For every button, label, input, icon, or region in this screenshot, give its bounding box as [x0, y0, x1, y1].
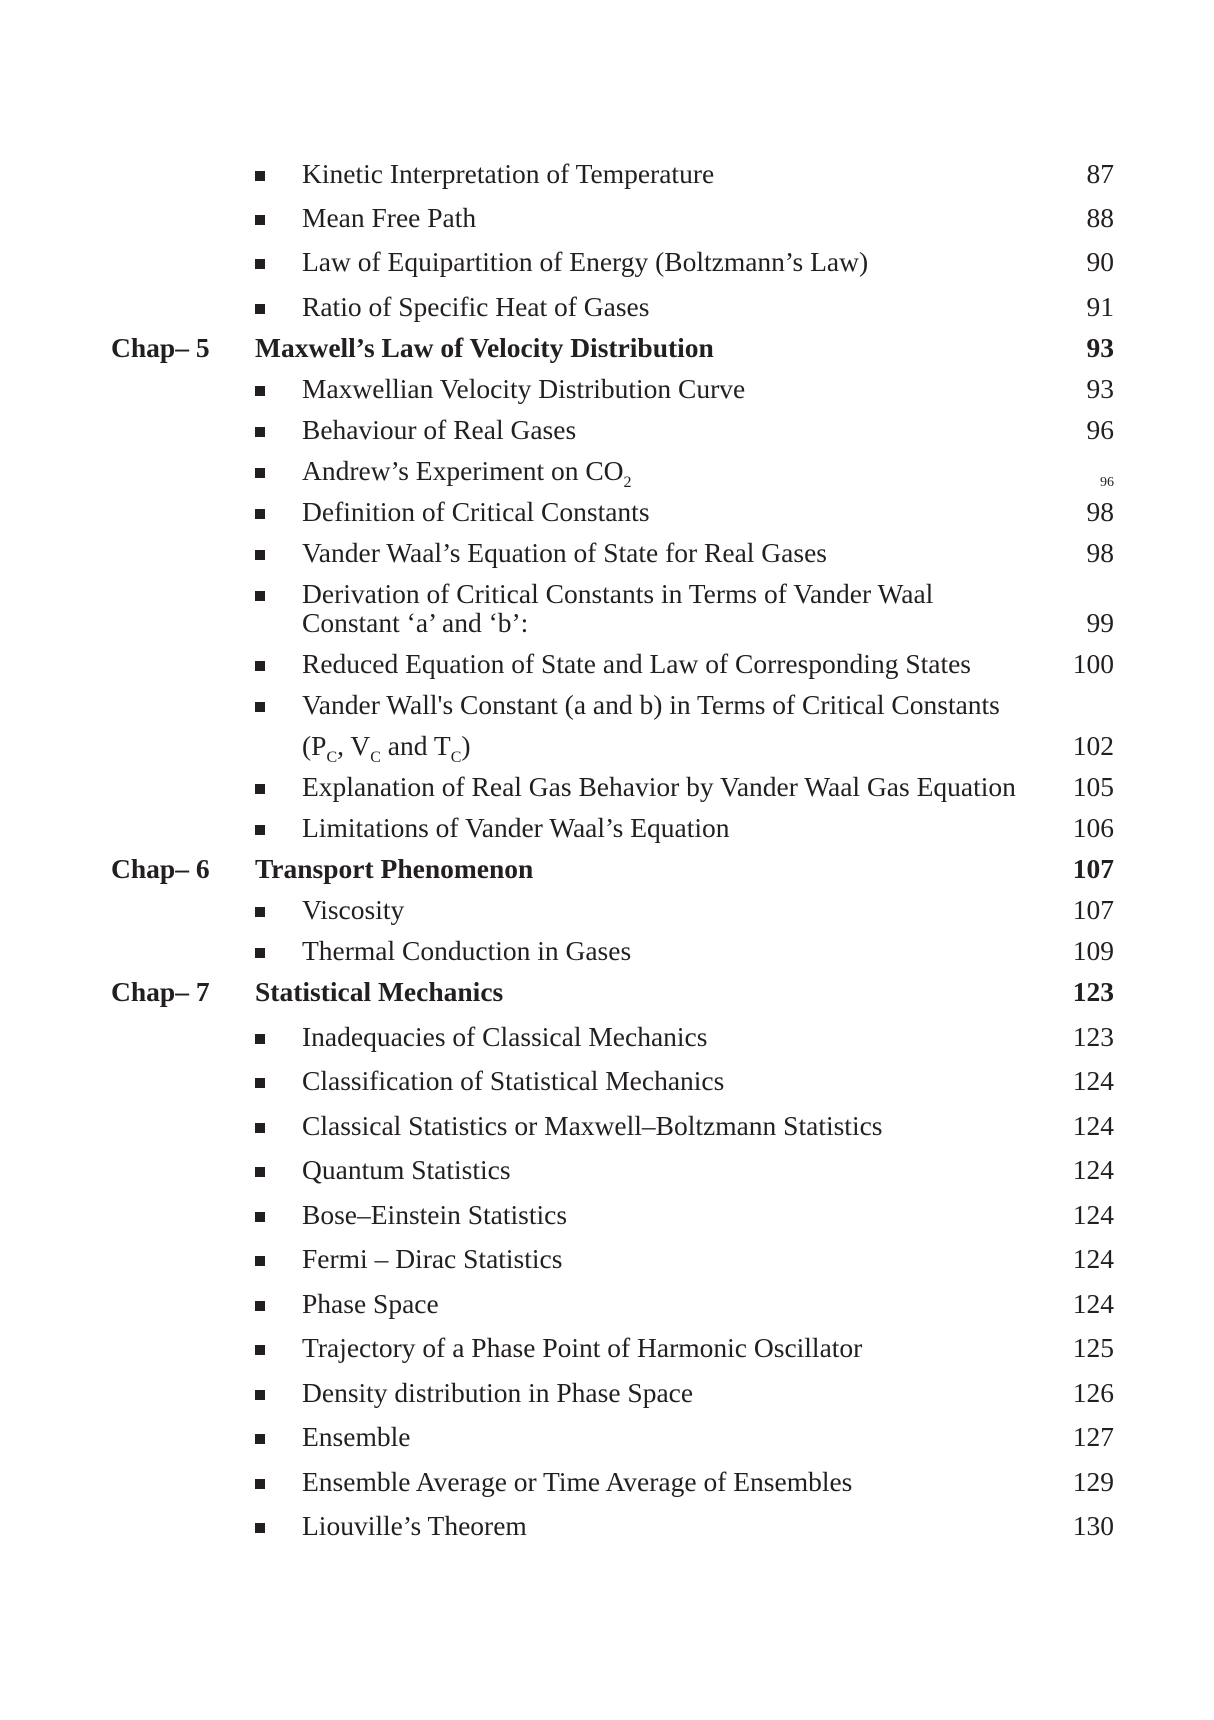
toc-item-title-line2 — [302, 730, 471, 766]
formula-part: and T — [380, 730, 451, 761]
toc-page-number: 98 — [1086, 496, 1114, 527]
toc-item-title: Explanation of Real Gas Behavior by Vander Waal Gas Equation — [302, 771, 1016, 802]
square-bullet-icon — [255, 948, 265, 958]
square-bullet-icon — [255, 702, 265, 712]
subscript: C — [450, 749, 462, 766]
square-bullet-icon — [255, 1301, 265, 1311]
toc-item-title: Classical Statistics or Maxwell–Boltzmann Statistics — [302, 1110, 883, 1141]
toc-item-title: Thermal Conduction in Gases — [302, 935, 632, 966]
toc-item-title: Fermi – Dirac Statistics — [302, 1243, 563, 1274]
toc-page-number: 124 — [1072, 1199, 1114, 1230]
toc-item-title: Classification of Statistical Mechanics — [302, 1065, 725, 1096]
toc-page-number: 124 — [1072, 1243, 1114, 1274]
toc-item-title: Limitations of Vander Waal’s Equation — [302, 812, 730, 843]
square-bullet-icon — [255, 1167, 265, 1177]
toc-item-title: Behaviour of Real Gases — [302, 414, 577, 445]
toc-item-title: Derivation of Critical Constants in Terms of Vander Waal — [302, 578, 934, 609]
square-bullet-icon — [255, 386, 265, 396]
square-bullet-icon — [255, 259, 265, 269]
toc-page-number: 124 — [1072, 1065, 1114, 1096]
chapter-page-number: 93 — [1086, 332, 1114, 363]
toc-page-number: 96 — [1100, 475, 1114, 490]
square-bullet-icon — [255, 1123, 265, 1133]
toc-item-title: Phase Space — [302, 1288, 439, 1319]
toc-page-number: 124 — [1072, 1288, 1114, 1319]
square-bullet-icon — [255, 215, 265, 225]
subscript: C — [326, 749, 338, 766]
square-bullet-icon — [255, 1434, 265, 1444]
toc-item-title: Reduced Equation of State and Law of Corresponding States — [302, 648, 972, 679]
toc-page-number: 105 — [1072, 771, 1114, 802]
toc-page-number: 100 — [1072, 648, 1114, 679]
toc-item-title: Viscosity — [302, 894, 405, 925]
toc-page-number: 88 — [1086, 202, 1114, 233]
toc-page-number: 109 — [1072, 935, 1114, 966]
toc-page-number: 99 — [1086, 607, 1114, 638]
toc-item-title — [302, 455, 632, 491]
toc-item-title-line2: Constant ‘a’ and ‘b’: — [302, 607, 529, 638]
toc-page-number: 127 — [1072, 1421, 1114, 1452]
toc-item-title: Vander Waal’s Equation of State for Real Gases — [302, 537, 827, 568]
toc-page-number: 125 — [1072, 1332, 1114, 1363]
toc-page-number: 124 — [1072, 1154, 1114, 1185]
square-bullet-icon — [255, 661, 265, 671]
toc-page-number: 130 — [1072, 1510, 1114, 1541]
toc-page-number: 93 — [1086, 373, 1114, 404]
chapter-title: Statistical Mechanics — [255, 976, 504, 1007]
square-bullet-icon — [255, 1345, 265, 1355]
formula-part: (P — [302, 730, 327, 761]
square-bullet-icon — [255, 304, 265, 314]
square-bullet-icon — [255, 1212, 265, 1222]
toc-page-number: 98 — [1086, 537, 1114, 568]
chapter-label: Chap– 5 — [111, 332, 210, 363]
toc-item-title: Liouville’s Theorem — [302, 1510, 527, 1541]
toc-item-title: Ensemble Average or Time Average of Ensembles — [302, 1466, 853, 1497]
subscript: C — [370, 749, 381, 766]
square-bullet-icon — [255, 550, 265, 560]
toc-item-title: Trajectory of a Phase Point of Harmonic Oscillator — [302, 1332, 863, 1363]
square-bullet-icon — [255, 1390, 265, 1400]
toc-page-number: 91 — [1086, 291, 1114, 322]
toc-item-title: Maxwellian Velocity Distribution Curve — [302, 373, 746, 404]
square-bullet-icon — [255, 1256, 265, 1266]
formula-part: ) — [461, 730, 471, 761]
toc-page-number: 87 — [1086, 158, 1114, 189]
toc-page-number: 126 — [1072, 1377, 1114, 1408]
square-bullet-icon — [255, 427, 265, 437]
square-bullet-icon — [255, 468, 265, 478]
formula-part: , V — [337, 730, 371, 761]
chapter-page-number: 107 — [1072, 853, 1114, 884]
subscript: 2 — [623, 474, 632, 491]
chapter-label: Chap– 6 — [111, 853, 210, 884]
toc-page-number: 106 — [1072, 812, 1114, 843]
toc-item-title: Density distribution in Phase Space — [302, 1377, 694, 1408]
toc-item-title: Inadequacies of Classical Mechanics — [302, 1021, 708, 1052]
square-bullet-icon — [255, 509, 265, 519]
toc-page-number: 129 — [1072, 1466, 1114, 1497]
square-bullet-icon — [255, 1523, 265, 1533]
toc-page-number: 96 — [1086, 414, 1114, 445]
square-bullet-icon — [255, 591, 265, 601]
square-bullet-icon — [255, 784, 265, 794]
chapter-label: Chap– 7 — [111, 976, 210, 1007]
toc-page-number: 123 — [1072, 1021, 1114, 1052]
toc-page-number: 90 — [1086, 246, 1114, 277]
square-bullet-icon — [255, 171, 265, 181]
toc-item-title-main: Andrew’s Experiment on CO — [302, 455, 624, 486]
toc-item-title: Definition of Critical Constants — [302, 496, 650, 527]
square-bullet-icon — [255, 1479, 265, 1489]
toc-page-number: 124 — [1072, 1110, 1114, 1141]
toc-item-title: Ensemble — [302, 1421, 411, 1452]
toc-item-title: Vander Wall's Constant (a and b) in Terms of Critical Constants — [302, 689, 1000, 720]
chapter-title: Transport Phenomenon — [255, 853, 534, 884]
chapter-title: Maxwell’s Law of Velocity Distribution — [255, 332, 714, 363]
square-bullet-icon — [255, 907, 265, 917]
toc-page-number: 102 — [1072, 730, 1114, 761]
toc-item-title: Bose–Einstein Statistics — [302, 1199, 568, 1230]
square-bullet-icon — [255, 1078, 265, 1088]
toc-item-title: Mean Free Path — [302, 202, 477, 233]
square-bullet-icon — [255, 825, 265, 835]
toc-item-title: Law of Equipartition of Energy (Boltzmann’s Law) — [302, 246, 869, 277]
toc-item-title: Ratio of Specific Heat of Gases — [302, 291, 650, 322]
square-bullet-icon — [255, 1034, 265, 1044]
toc-item-title: Kinetic Interpretation of Temperature — [302, 158, 715, 189]
toc-page-number: 107 — [1072, 894, 1114, 925]
toc-item-title: Quantum Statistics — [302, 1154, 511, 1185]
chapter-page-number: 123 — [1072, 976, 1114, 1007]
